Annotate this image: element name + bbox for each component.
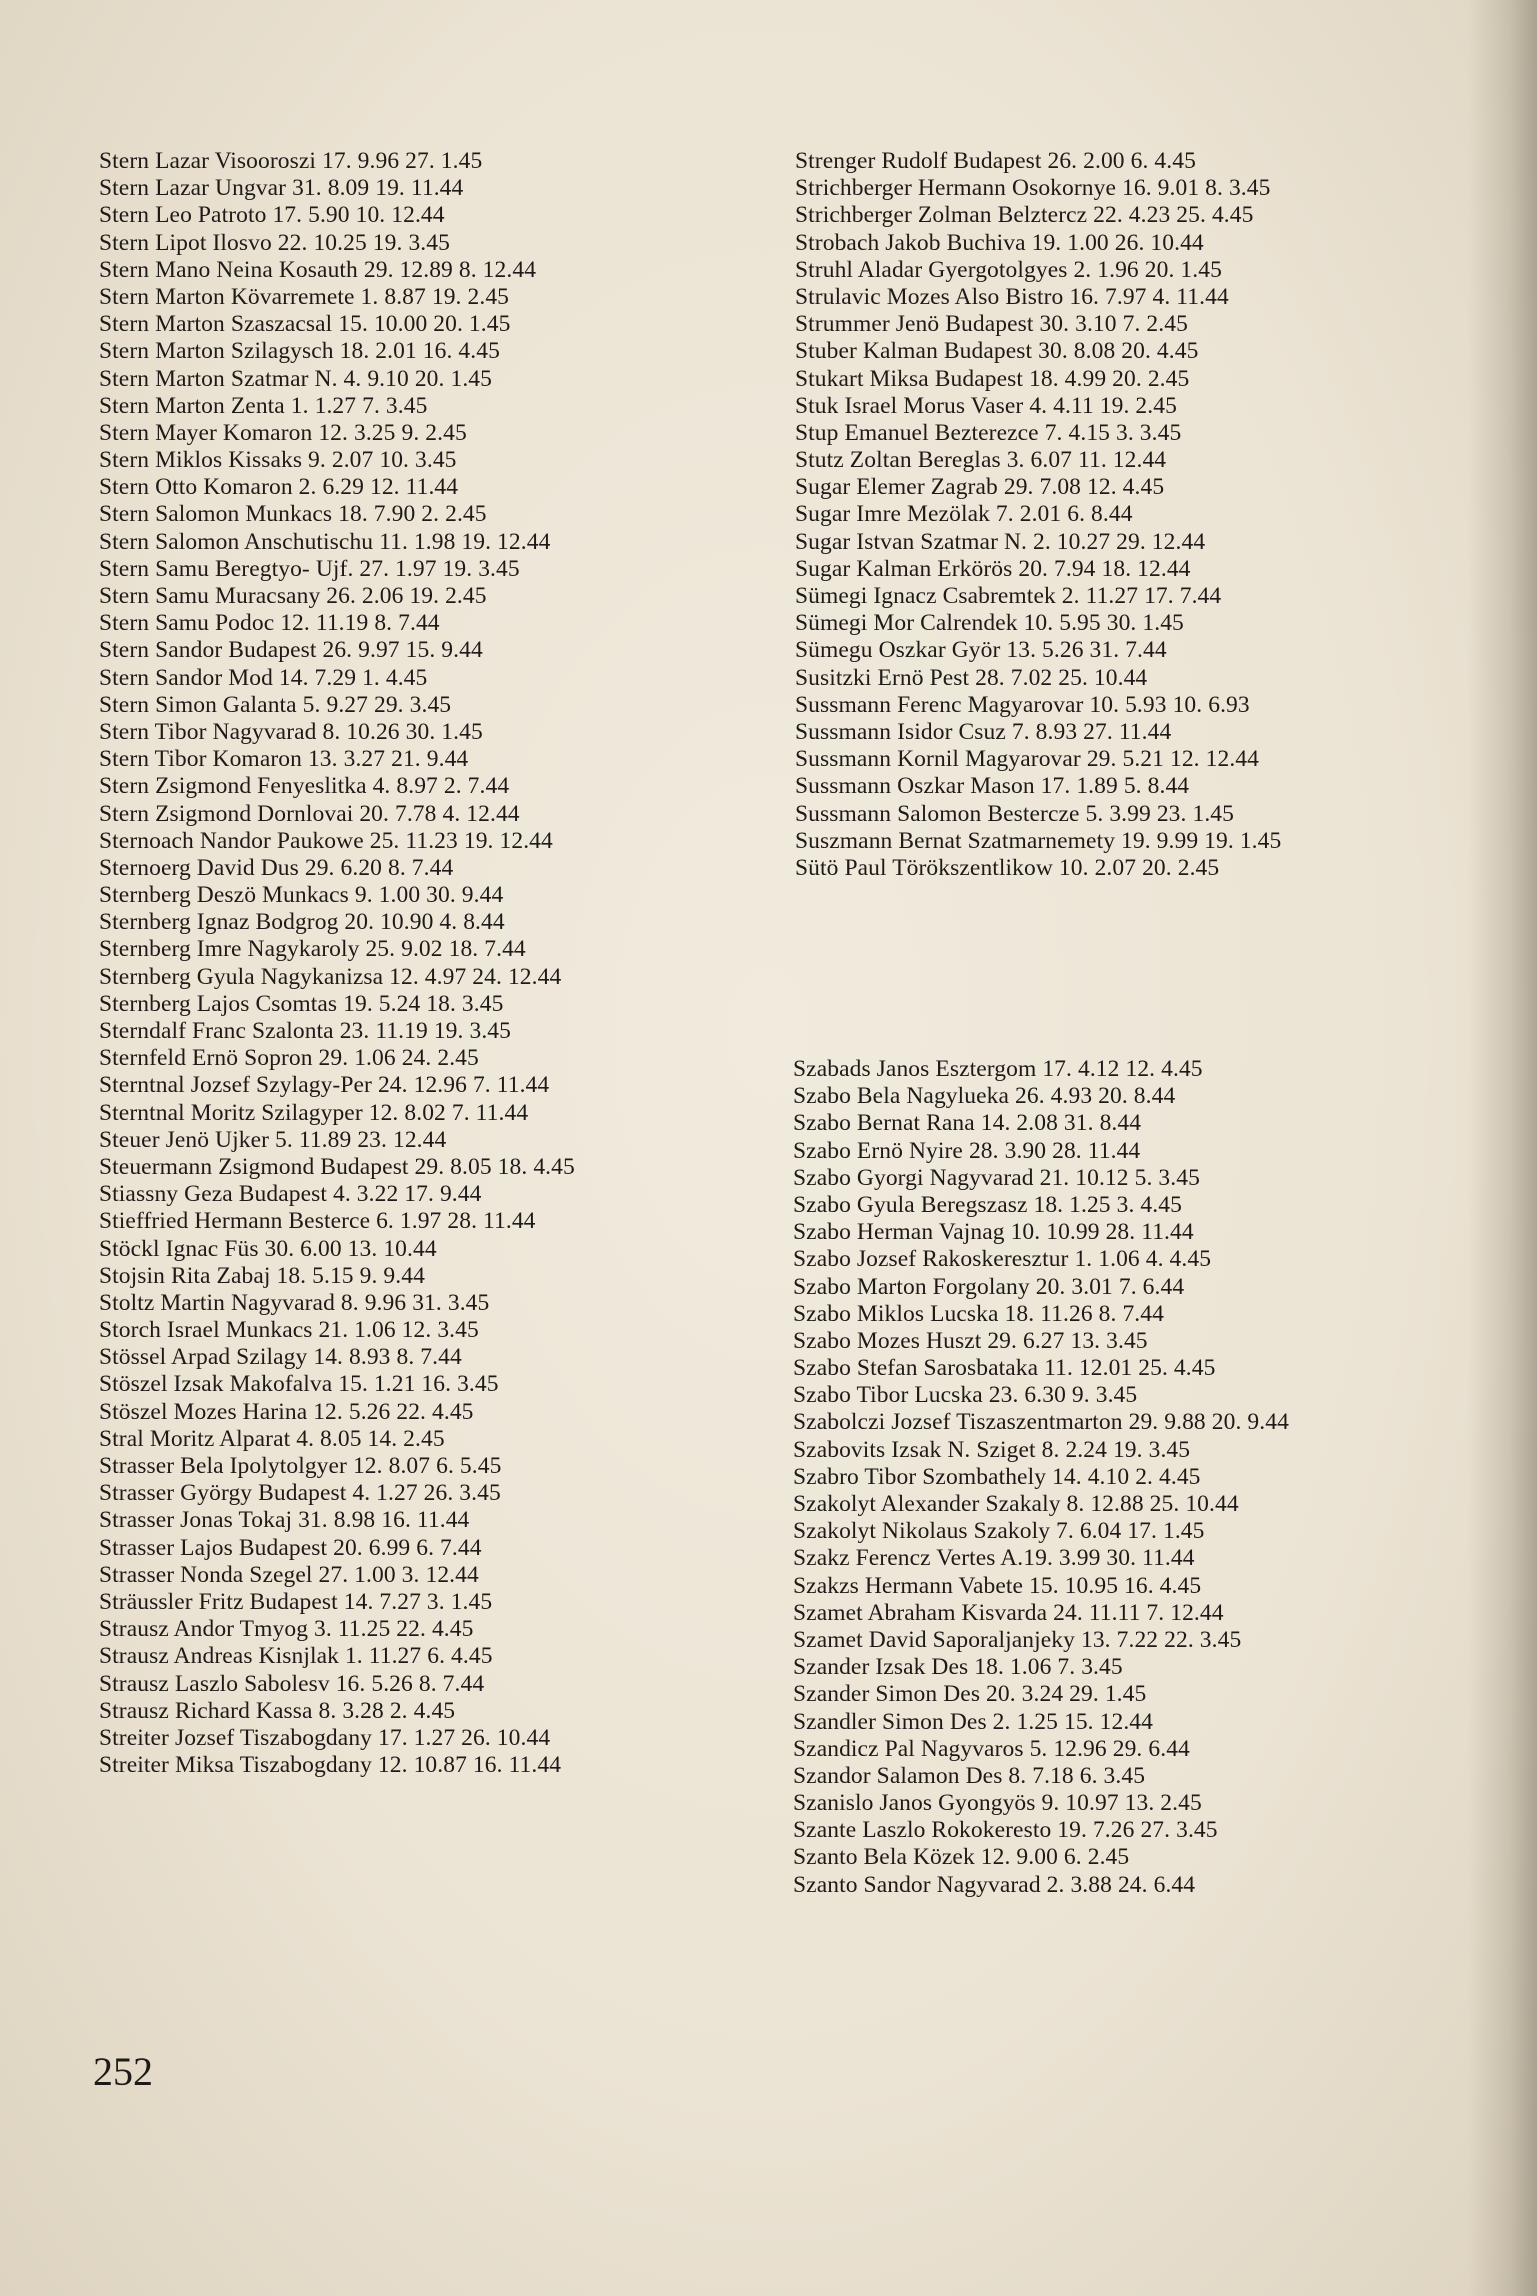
entry-line: Szabo Tibor Lucska 23. 6.30 9. 3.45 <box>793 1382 1138 1409</box>
entry-line: Szakolyt Alexander Szakaly 8. 12.88 25. 10.44 <box>793 1491 1239 1517</box>
entry-line: Szander Simon Des 20. 3.24 29. 1.45 <box>793 1681 1147 1708</box>
entry-line: Stuk Israel Morus Vaser 4. 4.11 19. 2.45 <box>795 392 1177 419</box>
entries-column-left <box>99 148 749 1779</box>
entry-line: Szanislo Janos Gyongyös 9. 10.97 13. 2.45 <box>793 1790 1202 1817</box>
entry-line: Szabo Mozes Huszt 29. 6.27 13. 3.45 <box>793 1327 1148 1354</box>
entry-line: Strasser György Budapest 4. 1.27 26. 3.45 <box>99 1480 501 1507</box>
entry-line: Szabolczi Jozsef Tiszaszentmarton 29. 9.88 20. 9.44 <box>793 1409 1289 1436</box>
entry-line: Sussmann Isidor Csuz 7. 8.93 27. 11.44 <box>795 718 1172 745</box>
entry-line: Sümegu Oszkar Györ 13. 5.26 31. 7.44 <box>795 637 1167 664</box>
entry-line: Stern Zsigmond Fenyeslitka 4. 8.97 2. 7.44 <box>99 773 510 800</box>
entry-line: Strasser Jonas Tokaj 31. 8.98 16. 11.44 <box>99 1507 470 1534</box>
entry-line: Strausz Andreas Kisnjlak 1. 11.27 6. 4.45 <box>99 1643 493 1670</box>
entry-line: Szakolyt Nikolaus Szakoly 7. 6.04 17. 1.45 <box>793 1518 1205 1545</box>
entry-line: Sugar Imre Mezölak 7. 2.01 6. 8.44 <box>795 501 1133 528</box>
page-number: 252 <box>93 2049 153 2094</box>
entry-line: Stössel Arpad Szilagy 14. 8.93 8. 7.44 <box>99 1344 462 1371</box>
entries-column-right-top <box>795 148 1475 882</box>
entry-line: Stern Marton Zenta 1. 1.27 7. 3.45 <box>99 392 428 419</box>
entry-line: Szander Izsak Des 18. 1.06 7. 3.45 <box>793 1654 1123 1681</box>
entry-line: Stukart Miksa Budapest 18. 4.99 20. 2.45 <box>795 365 1190 392</box>
entry-line: Szabo Gyorgi Nagyvarad 21. 10.12 5. 3.45 <box>793 1164 1200 1191</box>
entry-line: Szabo Bela Nagylueka 26. 4.93 20. 8.44 <box>793 1083 1176 1110</box>
entry-line: Sternberg Lajos Csomtas 19. 5.24 18. 3.45 <box>99 990 504 1017</box>
entry-line: Szabo Herman Vajnag 10. 10.99 28. 11.44 <box>793 1219 1194 1246</box>
entry-line: Stern Salomon Anschutischu 11. 1.98 19. 12.44 <box>99 528 551 555</box>
entry-line: Szabo Ernö Nyire 28. 3.90 28. 11.44 <box>793 1137 1141 1164</box>
entry-line: Szandor Salamon Des 8. 7.18 6. 3.45 <box>793 1762 1146 1789</box>
entry-line: Storch Israel Munkacs 21. 1.06 12. 3.45 <box>99 1317 479 1344</box>
entry-line: Stern Tibor Nagyvarad 8. 10.26 30. 1.45 <box>99 718 483 745</box>
entry-line: Strichberger Hermann Osokornye 16. 9.01 8. 3.45 <box>795 175 1271 202</box>
entry-line: Szabo Stefan Sarosbataka 11. 12.01 25. 4.45 <box>793 1355 1216 1382</box>
entry-line: Stern Marton Szilagysch 18. 2.01 16. 4.45 <box>99 338 500 365</box>
entry-line: Stern Samu Muracsany 26. 2.06 19. 2.45 <box>99 583 487 609</box>
entry-line: Stern Marton Szatmar N. 4. 9.10 20. 1.45 <box>99 365 493 392</box>
entry-line: Szabads Janos Esztergom 17. 4.12 12. 4.45 <box>793 1056 1203 1082</box>
entry-line: Strasser Bela Ipolytolgyer 12. 8.07 6. 5.45 <box>99 1453 502 1479</box>
entry-line: Strausz Andor Tmyog 3. 11.25 22. 4.45 <box>99 1616 474 1643</box>
entry-line: Strulavic Mozes Also Bistro 16. 7.97 4. 11.44 <box>795 283 1229 310</box>
entry-line: Struhl Aladar Gyergotolgyes 2. 1.96 20. 1.45 <box>795 256 1222 283</box>
entry-line: Sümegi Ignacz Csabremtek 2. 11.27 17. 7.44 <box>795 583 1222 609</box>
entry-line: Sternberg Deszö Munkacs 9. 1.00 30. 9.44 <box>99 882 504 909</box>
entry-line: Streiter Miksa Tiszabogdany 12. 10.87 16. 11.44 <box>99 1752 562 1779</box>
entry-line: Stuber Kalman Budapest 30. 8.08 20. 4.45 <box>795 338 1199 365</box>
entry-line: Szakz Ferencz Vertes A.19. 3.99 30. 11.44 <box>793 1545 1195 1572</box>
entry-line: Sterntnal Jozsef Szylagy-Per 24. 12.96 7. 11.44 <box>99 1072 550 1099</box>
entry-line: Strausz Richard Kassa 8. 3.28 2. 4.45 <box>99 1697 456 1724</box>
entry-line: Szamet Abraham Kisvarda 24. 11.11 7. 12.44 <box>793 1599 1224 1626</box>
entry-line: Stern Tibor Komaron 13. 3.27 21. 9.44 <box>99 746 469 773</box>
entry-line: Sussmann Salomon Bestercze 5. 3.99 23. 1.45 <box>795 800 1235 827</box>
entry-line: Stral Moritz Alparat 4. 8.05 14. 2.45 <box>99 1425 445 1452</box>
entry-line: Stern Samu Podoc 12. 11.19 8. 7.44 <box>99 610 440 637</box>
entry-line: Stöckl Ignac Füs 30. 6.00 13. 10.44 <box>99 1235 437 1262</box>
entry-line: Szabovits Izsak N. Sziget 8. 2.24 19. 3.45 <box>793 1436 1191 1463</box>
entry-line: Szakzs Hermann Vabete 15. 10.95 16. 4.45 <box>793 1572 1202 1599</box>
entry-line: Sterntnal Moritz Szilagyper 12. 8.02 7. 11.44 <box>99 1099 529 1126</box>
entry-line: Strummer Jenö Budapest 30. 3.10 7. 2.45 <box>795 311 1188 338</box>
entry-line: Sternberg Gyula Nagykanizsa 12. 4.97 24. 12.44 <box>99 963 562 990</box>
entry-line: Stup Emanuel Bezterezce 7. 4.15 3. 3.45 <box>795 419 1182 446</box>
entry-line: Szamet David Saporaljanjeky 13. 7.22 22. 3.45 <box>793 1626 1242 1653</box>
entry-line: Strausz Laszlo Sabolesv 16. 5.26 8. 7.44 <box>99 1670 485 1697</box>
entry-line: Stern Zsigmond Dornlovai 20. 7.78 4. 12.44 <box>99 800 520 827</box>
entry-line: Sugar Elemer Zagrab 29. 7.08 12. 4.45 <box>795 474 1165 501</box>
entry-line: Steuermann Zsigmond Budapest 29. 8.05 18. 4.45 <box>99 1153 575 1180</box>
entry-line: Sträussler Fritz Budapest 14. 7.27 3. 1.45 <box>99 1588 493 1615</box>
entry-line: Stern Sandor Mod 14. 7.29 1. 4.45 <box>99 664 428 691</box>
entry-line: Szabo Miklos Lucska 18. 11.26 8. 7.44 <box>793 1300 1164 1327</box>
entry-line: Strasser Lajos Budapest 20. 6.99 6. 7.44 <box>99 1534 482 1561</box>
entry-line: Stern Salomon Munkacs 18. 7.90 2. 2.45 <box>99 501 487 528</box>
entry-line: Stoltz Martin Nagyvarad 8. 9.96 31. 3.45 <box>99 1289 490 1316</box>
entry-line: Szabo Gyula Beregszasz 18. 1.25 3. 4.45 <box>793 1191 1182 1218</box>
entry-line: Sussmann Oszkar Mason 17. 1.89 5. 8.44 <box>795 773 1190 800</box>
entry-line: Szandler Simon Des 2. 1.25 15. 12.44 <box>793 1708 1153 1735</box>
entry-line: Szante Laszlo Rokokeresto 19. 7.26 27. 3.45 <box>793 1817 1218 1844</box>
entry-line: Szabo Bernat Rana 14. 2.08 31. 8.44 <box>793 1110 1142 1137</box>
entry-line: Stern Otto Komaron 2. 6.29 12. 11.44 <box>99 474 459 501</box>
entry-line: Szabo Marton Forgolany 20. 3.01 7. 6.44 <box>793 1273 1185 1300</box>
entry-line: Sterndalf Franc Szalonta 23. 11.19 19. 3.45 <box>99 1018 511 1044</box>
entry-line: Stern Lazar Ungvar 31. 8.09 19. 11.44 <box>99 175 464 202</box>
entry-line: Strichberger Zolman Belztercz 22. 4.23 25. 4.45 <box>795 202 1254 229</box>
entry-line: Stiassny Geza Budapest 4. 3.22 17. 9.44 <box>99 1181 482 1208</box>
entry-line: Szanto Sandor Nagyvarad 2. 3.88 24. 6.44 <box>793 1871 1196 1898</box>
entry-line: Stutz Zoltan Bereglas 3. 6.07 11. 12.44 <box>795 447 1167 474</box>
entry-line: Sümegi Mor Calrendek 10. 5.95 30. 1.45 <box>795 610 1184 637</box>
entry-line: Susitzki Ernö Pest 28. 7.02 25. 10.44 <box>795 664 1148 691</box>
entry-line: Sternoerg David Dus 29. 6.20 8. 7.44 <box>99 854 454 881</box>
entry-line: Szabro Tibor Szombathely 14. 4.10 2. 4.45 <box>793 1463 1201 1490</box>
entry-line: Szabo Jozsef Rakoskeresztur 1. 1.06 4. 4.45 <box>793 1246 1212 1273</box>
entry-line: Stern Mayer Komaron 12. 3.25 9. 2.45 <box>99 419 467 446</box>
entry-line: Stieffried Hermann Besterce 6. 1.97 28. 11.44 <box>99 1208 536 1235</box>
entry-line: Sussmann Kornil Magyarovar 29. 5.21 12. 12.44 <box>795 746 1260 773</box>
entry-line: Stern Miklos Kissaks 9. 2.07 10. 3.45 <box>99 447 457 474</box>
entry-line: Sütö Paul Törökszentlikow 10. 2.07 20. 2.45 <box>795 854 1220 881</box>
entry-line: Stern Lipot Ilosvo 22. 10.25 19. 3.45 <box>99 229 450 256</box>
entry-line: Stöszel Mozes Harina 12. 5.26 22. 4.45 <box>99 1398 474 1425</box>
entry-line: Strobach Jakob Buchiva 19. 1.00 26. 10.44 <box>795 229 1204 256</box>
entry-line: Sternberg Ignaz Bodgrog 20. 10.90 4. 8.44 <box>99 909 505 936</box>
entry-line: Stern Leo Patroto 17. 5.90 10. 12.44 <box>99 202 445 229</box>
entry-line: Suszmann Bernat Szatmarnemety 19. 9.99 19. 1.45 <box>795 827 1282 854</box>
entry-line: Strasser Nonda Szegel 27. 1.00 3. 12.44 <box>99 1561 479 1588</box>
entry-line: Stern Mano Neina Kosauth 29. 12.89 8. 12.44 <box>99 256 537 283</box>
entry-line: Stern Samu Beregtyo- Ujf. 27. 1.97 19. 3.45 <box>99 555 520 582</box>
entry-line: Sussmann Ferenc Magyarovar 10. 5.93 10. 6.93 <box>795 691 1250 718</box>
entry-line: Szandicz Pal Nagyvaros 5. 12.96 29. 6.44 <box>793 1735 1190 1762</box>
entry-line: Stojsin Rita Zabaj 18. 5.15 9. 9.44 <box>99 1262 425 1289</box>
entry-line: Stern Lazar Visooroszi 17. 9.96 27. 1.45 <box>99 148 483 174</box>
entry-line: Szanto Bela Közek 12. 9.00 6. 2.45 <box>793 1844 1130 1871</box>
entry-line: Sternberg Imre Nagykaroly 25. 9.02 18. 7.44 <box>99 936 526 963</box>
entry-line: Stern Marton Kövarremete 1. 8.87 19. 2.45 <box>99 283 510 310</box>
entry-line: Streiter Jozsef Tiszabogdany 17. 1.27 26. 10.44 <box>99 1724 551 1751</box>
entry-line: Sugar Istvan Szatmar N. 2. 10.27 29. 12.44 <box>795 528 1206 555</box>
entry-line: Sternoach Nandor Paukowe 25. 11.23 19. 12.44 <box>99 827 553 854</box>
entry-line: Sternfeld Ernö Sopron 29. 1.06 24. 2.45 <box>99 1045 479 1072</box>
entry-line: Stern Sandor Budapest 26. 9.97 15. 9.44 <box>99 637 483 664</box>
entry-line: Stöszel Izsak Makofalva 15. 1.21 16. 3.45 <box>99 1371 499 1398</box>
entry-line: Sugar Kalman Erkörös 20. 7.94 18. 12.44 <box>795 555 1191 582</box>
entry-line: Stern Marton Szaszacsal 15. 10.00 20. 1.45 <box>99 311 511 338</box>
entries-column-right-bottom <box>793 1056 1473 1899</box>
entry-line: Strenger Rudolf Budapest 26. 2.00 6. 4.45 <box>795 148 1196 174</box>
entry-line: Stern Simon Galanta 5. 9.27 29. 3.45 <box>99 691 452 718</box>
entry-line: Steuer Jenö Ujker 5. 11.89 23. 12.44 <box>99 1126 447 1153</box>
